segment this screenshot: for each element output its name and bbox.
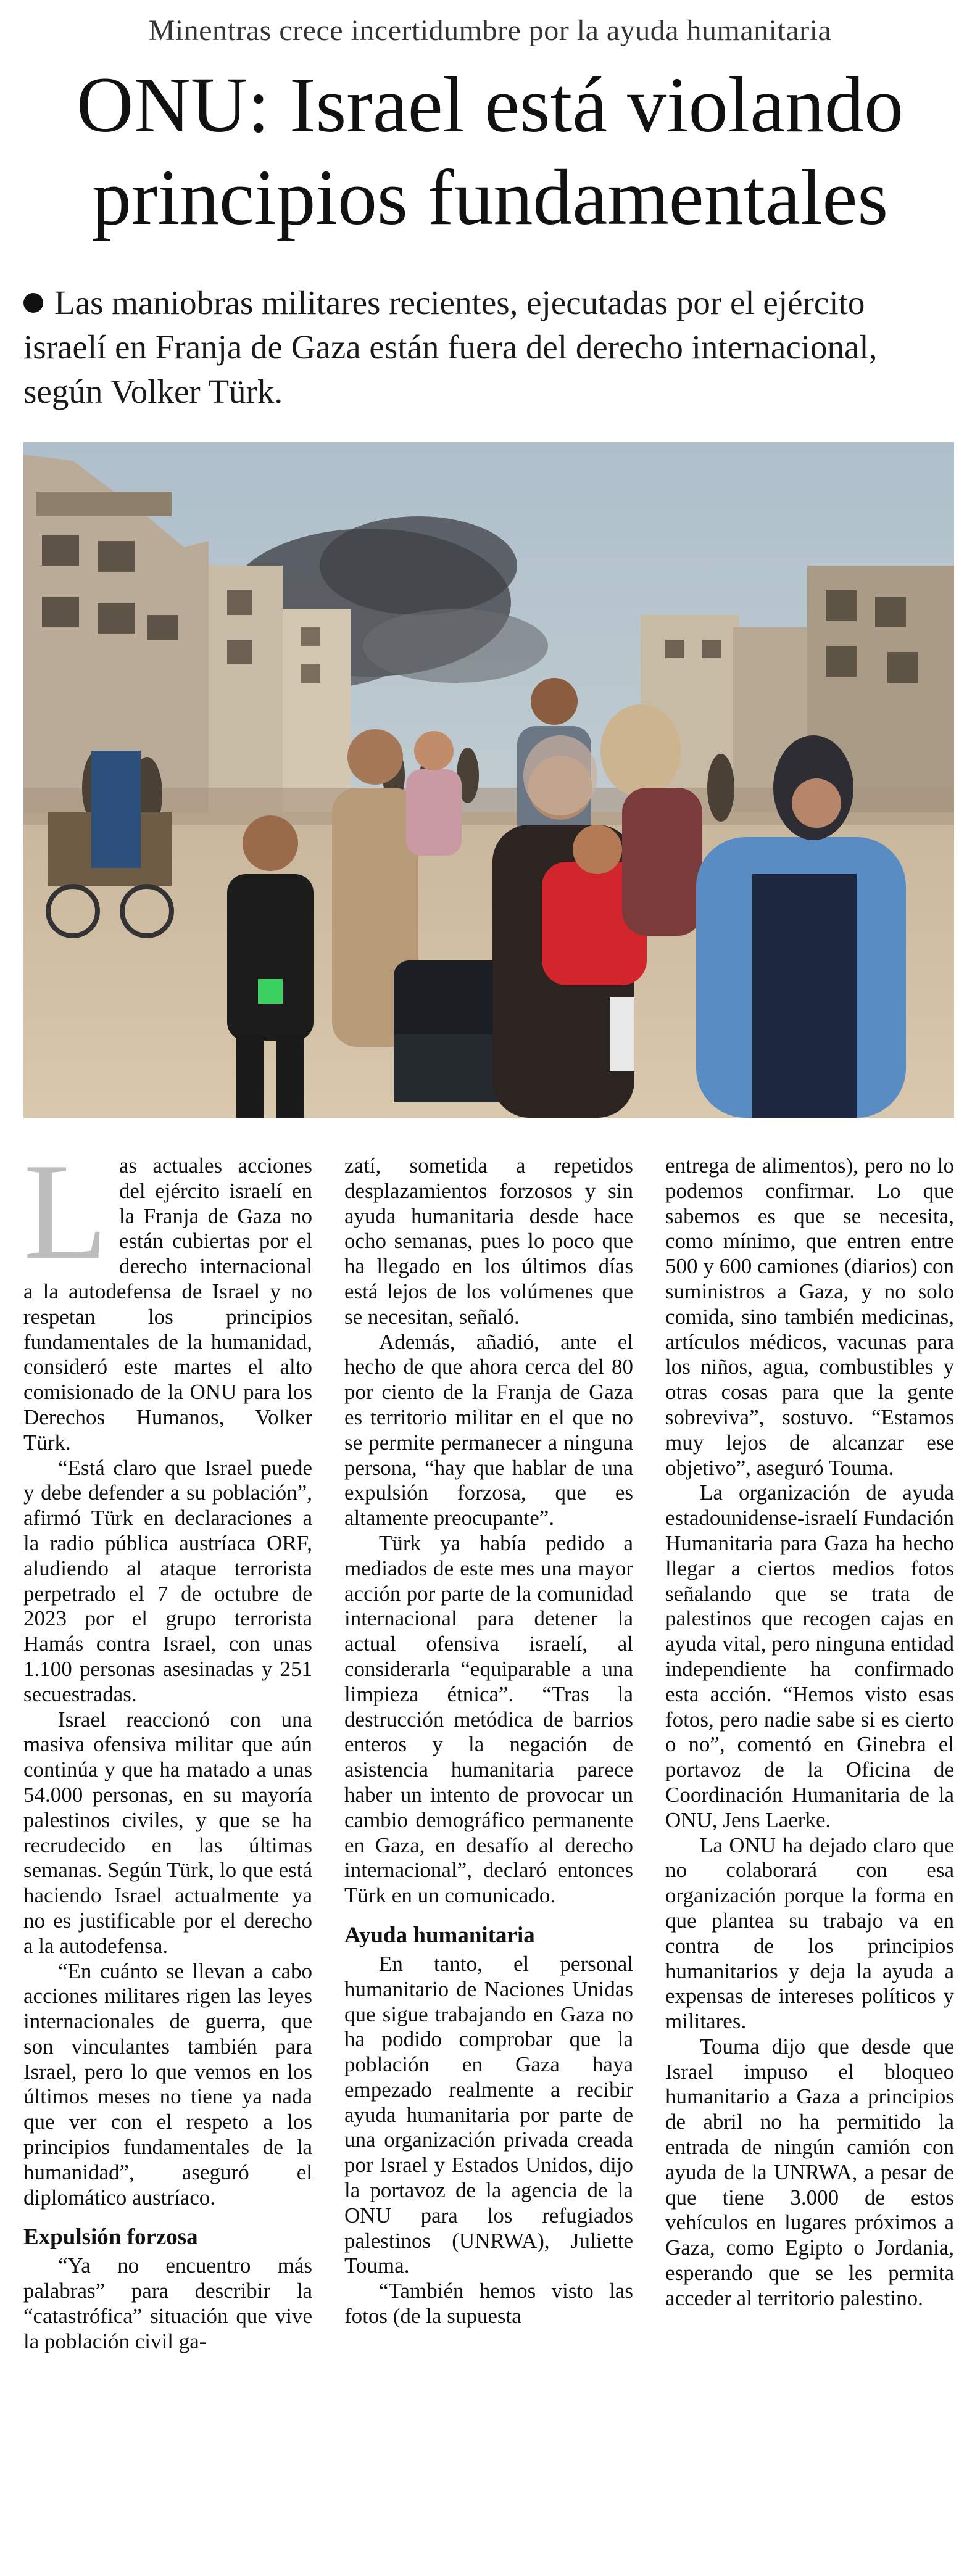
paragraph: “También hemos visto las fotos (de la supuesta [344, 2279, 633, 2329]
paragraph: “Está claro que Israel puede y debe defender a su población”, afirmó Türk en declaraciones a la radio pública austríaca ORF, aludiendo al ataque terrorista perpetrado el 7 de octubre de 2023 por el grupo terrorista Hamás contra Israel, con unas 1.100 personas asesinadas y 251 secuestradas. [23, 1455, 312, 1706]
paragraph: Israel reaccionó con una masiva ofensiva militar que aún continúa y que ha matado a unas 54.000 personas, en su mayoría palestinos civiles, y que se ha recrudecido en las últimas semanas. Según Türk, lo que está haciendo Israel actualmente ya no es justificable por el derecho a la autodefensa. [23, 1707, 312, 1958]
article-body [23, 1154, 954, 2560]
bullet-icon [23, 293, 43, 313]
paragraph: Touma dijo que desde que Israel impuso el bloqueo humanitario a Gaza a principios de abril no ha permitido la entrada de ningún camión con ayuda de la UNRWA, a pesar de que tiene 3.000 de estos vehículos en lugares próximos a Gaza, como Egipto o Jordania, esperando que se les permita acceder al territorio palestino. [665, 2034, 954, 2310]
paragraph: Además, añadió, ante el hecho de que ahora cerca del 80 por ciento de la Franja de Gaza es territorio militar en el que no se permite permanecer a ninguna persona, “hay que hablar de una expulsión forzosa, que es altamente preocupante”. [344, 1329, 633, 1530]
column-3 [665, 1154, 954, 2560]
lead-paragraph [23, 281, 955, 414]
headline-line-2: principios fundamentales [91, 154, 889, 241]
lead-text: Las maniobras militares recientes, ejecutadas por el ejército israelí en Franja de Gaza están fuera del derecho internacional, según Volker Türk. [23, 284, 878, 410]
paragraph: En tanto, el personal humanitario de Naciones Unidas que sigue trabajando en Gaza no ha podido comprobar que la población en Gaza haya empezado realmente a recibir ayuda humanitaria por parte de una organización privada creada por Israel y Estados Unidos, dijo la portavoz de la agencia de la ONU para los refugiados palestinos (UNRWA), Juliette Touma. [344, 1951, 633, 2278]
paragraph: entrega de alimentos), pero no lo podemos confirmar. Lo que sabemos es que se necesita, como mínimo, que entren entre 500 y 600 camiones (diarios) con suministros a Gaza, y no solo comida, sino también medicinas, artículos médicos, vacunas para los niños, agua, combustibles y otras cosas para que la gente sobreviva”, sostuvo. “Estamos muy lejos de alcanzar ese objetivo”, aseguró Touma. [665, 1154, 954, 1480]
dropcap: L [23, 1154, 108, 1288]
paragraph: “En cuánto se llevan a cabo acciones militares rigen las leyes internacionales de guerra, que son vinculantes también para Israel, pero lo que vemos en los últimos meses no tiene ya nada que ver con el respeto a los principios fundamentales de la humanidad”, aseguró el diplomático austríaco. [23, 1959, 312, 2210]
paragraph: zatí, sometida a repetidos desplazamientos forzosos y sin ayuda humanitaria desde hace ocho semanas, pues lo poco que ha llegado en los últimos días está lejos de los volúmenes que se necesitan, señaló. [344, 1154, 633, 1329]
column-1 [23, 1154, 312, 2560]
headline-line-1: ONU: Israel está violando [76, 61, 904, 149]
column-2 [344, 1154, 633, 2560]
news-photo [23, 442, 954, 1118]
subheading-ayuda: Ayuda humanitaria [344, 1922, 535, 1948]
paragraph: La organización de ayuda estadounidense-israelí Fundación Humanitaria para Gaza ha hecho llegar a ciertos medios fotos señalando que se trata de palestinos que recogen cajas en ayuda vital, pero ninguna entidad independiente ha confirmado esta acción. “Hemos visto esas fotos, pero nadie sabe si es cierto o no”, comentó en Ginebra el portavoz de la Oficina de Coordinación Humanitaria de la ONU, Jens Laerke. [665, 1480, 954, 1832]
paragraph: Türk ya había pedido a mediados de este mes una mayor acción por parte de la comunidad internacional para detener la actual ofensiva israelí, al considerarla “equiparable a una limpieza étnica”. “Tras la destrucción metódica de barrios enteros y la negación de asistencia humanitaria parece haber un intento de provocar un cambio demográfico permanente en Gaza, en desafío al derecho internacional”, declaró entonces Türk en un comunicado. [344, 1530, 633, 1908]
paragraph: “Ya no encuentro más palabras” para describir la “catastrófica” situación que vive la población civil ga- [23, 2253, 312, 2353]
kicker: Minentras crece incertidumbre por la ayuda humanitaria [148, 14, 832, 47]
headline [0, 59, 980, 244]
subheading-expulsion: Expulsión forzosa [23, 2224, 198, 2250]
paragraph [23, 1154, 312, 1456]
paragraph: La ONU ha dejado claro que no colaborará con esa organización porque la forma en que plantea su trabajo va en contra de los principios humanitarios y deja la ayuda a expensas de intereses políticos y militares. [665, 1833, 954, 2034]
paragraph-text: as actuales acciones del ejército israelí en la Franja de Gaza no están cubiertas por el derecho internacional a la autodefensa de Israel y no respetan los principios fundamentales de la humanidad, consideró este martes el alto comisionado de la ONU para los Derechos Humanos, Volker Türk. [23, 1154, 312, 1455]
photo-gaza-displaced-people-image [23, 442, 954, 1118]
